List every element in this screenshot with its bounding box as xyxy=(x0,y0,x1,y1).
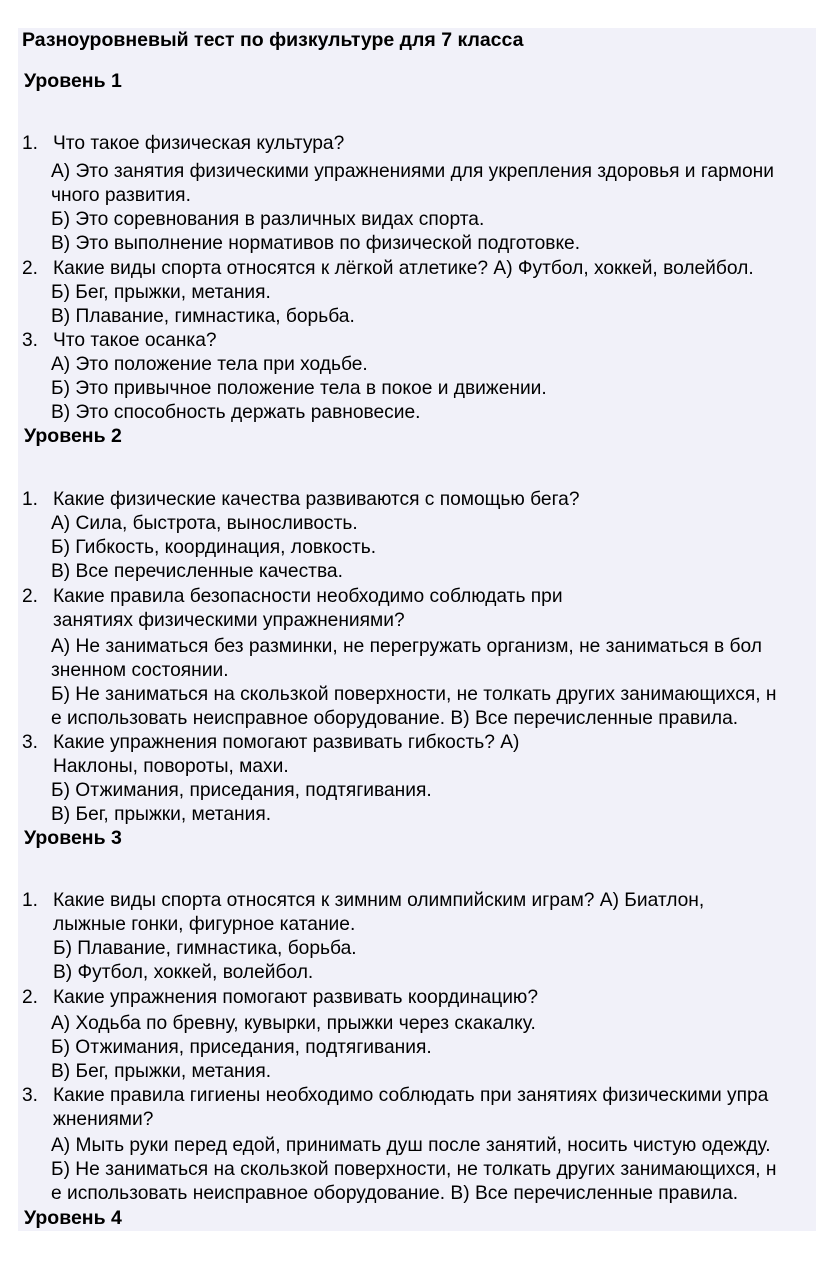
answer-line: В) Бег, прыжки, метания. xyxy=(51,1061,272,1082)
answer-line: е использовать неисправное оборудование. В) Все перечисленные правила. xyxy=(51,1183,739,1204)
answer-line: Б) Это соревнования в различных видах спорта. xyxy=(51,209,485,230)
answer-line: В) Бег, прыжки, метания. xyxy=(51,804,272,825)
question-text: Какие упражнения помогают развивать гибкость? А) xyxy=(53,732,520,753)
level-heading: Уровень 1 xyxy=(24,70,122,92)
answer-line: В) Это способность держать равновесие. xyxy=(51,402,421,423)
answer-line: В) Это выполнение нормативов по физической подготовке. xyxy=(51,233,581,254)
answer-line: А) Не заниматься без разминки, не перегружать организм, не заниматься в бол xyxy=(51,636,762,657)
question-text: Что такое физическая культура? xyxy=(53,133,345,154)
question-text: Какие правила гигиены необходимо соблюдать при занятиях физическими упра xyxy=(53,1085,769,1106)
answer-line: А) Это занятия физическими упражнениями для укрепления здоровья и гармони xyxy=(51,161,774,182)
answer-line: В) Футбол, хоккей, волейбол. xyxy=(53,962,314,983)
question-text: Какие упражнения помогают развивать координацию? xyxy=(53,987,538,1008)
question-text: Какие физические качества развиваются с помощью бега? xyxy=(53,489,580,510)
level-heading: Уровень 2 xyxy=(24,425,122,447)
answer-line: Б) Гибкость, координация, ловкость. xyxy=(51,537,377,558)
answer-line: е использовать неисправное оборудование. В) Все перечисленные правила. xyxy=(51,708,739,729)
answer-line: Наклоны, повороты, махи. xyxy=(53,756,289,777)
question-text: Какие виды спорта относятся к зимним олимпийским играм? А) Биатлон, xyxy=(53,890,705,911)
question-text: жнениями? xyxy=(53,1109,154,1130)
question-number: 2. xyxy=(22,987,39,1008)
answer-line: чного развития. xyxy=(51,185,191,206)
answer-line: Б) Не заниматься на скользкой поверхности, не толкать других занимающихся, н xyxy=(51,684,777,705)
question-number: 2. xyxy=(22,258,39,279)
level-heading: Уровень 4 xyxy=(24,1207,122,1229)
answer-line: А) Сила, быстрота, выносливость. xyxy=(51,513,358,534)
question-number: 3. xyxy=(22,330,39,351)
answer-line: Б) Отжимания, приседания, подтягивания. xyxy=(51,780,432,801)
question-text: Что такое осанка? xyxy=(53,330,217,351)
answer-line: В) Плавание, гимнастика, борьба. xyxy=(51,306,355,327)
answer-line: А) Ходьба по бревну, кувырки, прыжки через скакалку. xyxy=(51,1013,536,1034)
answer-line: Б) Плавание, гимнастика, борьба. xyxy=(53,938,357,959)
answer-line: Б) Не заниматься на скользкой поверхности, не толкать других занимающихся, н xyxy=(51,1159,777,1180)
document-title: Разноуровневый тест по физкультуре для 7 класса xyxy=(22,29,524,51)
answer-line: Б) Это привычное положение тела в покое и движении. xyxy=(51,378,547,399)
question-text: занятиях физическими упражнениями? xyxy=(53,610,405,631)
question-number: 1. xyxy=(22,489,39,510)
answer-line: А) Мыть руки перед едой, принимать душ после занятий, носить чистую одежду. xyxy=(51,1135,771,1156)
question-number: 1. xyxy=(22,133,39,154)
answer-line: Б) Отжимания, приседания, подтягивания. xyxy=(51,1037,432,1058)
answer-line: Б) Бег, прыжки, метания. xyxy=(51,282,271,303)
question-text: Какие правила безопасности необходимо соблюдать при xyxy=(53,586,563,607)
level-heading: Уровень 3 xyxy=(24,827,122,849)
answer-line: В) Все перечисленные качества. xyxy=(51,561,343,582)
answer-line: зненном состоянии. xyxy=(51,660,229,681)
question-number: 3. xyxy=(22,732,39,753)
question-number: 3. xyxy=(22,1085,39,1106)
question-text: Какие виды спорта относятся к лёгкой атлетике? А) Футбол, хоккей, волейбол. xyxy=(53,258,754,279)
question-number: 2. xyxy=(22,586,39,607)
question-number: 1. xyxy=(22,890,39,911)
document-page xyxy=(18,28,816,1231)
question-text: лыжные гонки, фигурное катание. xyxy=(53,914,356,935)
answer-line: А) Это положение тела при ходьбе. xyxy=(51,354,368,375)
